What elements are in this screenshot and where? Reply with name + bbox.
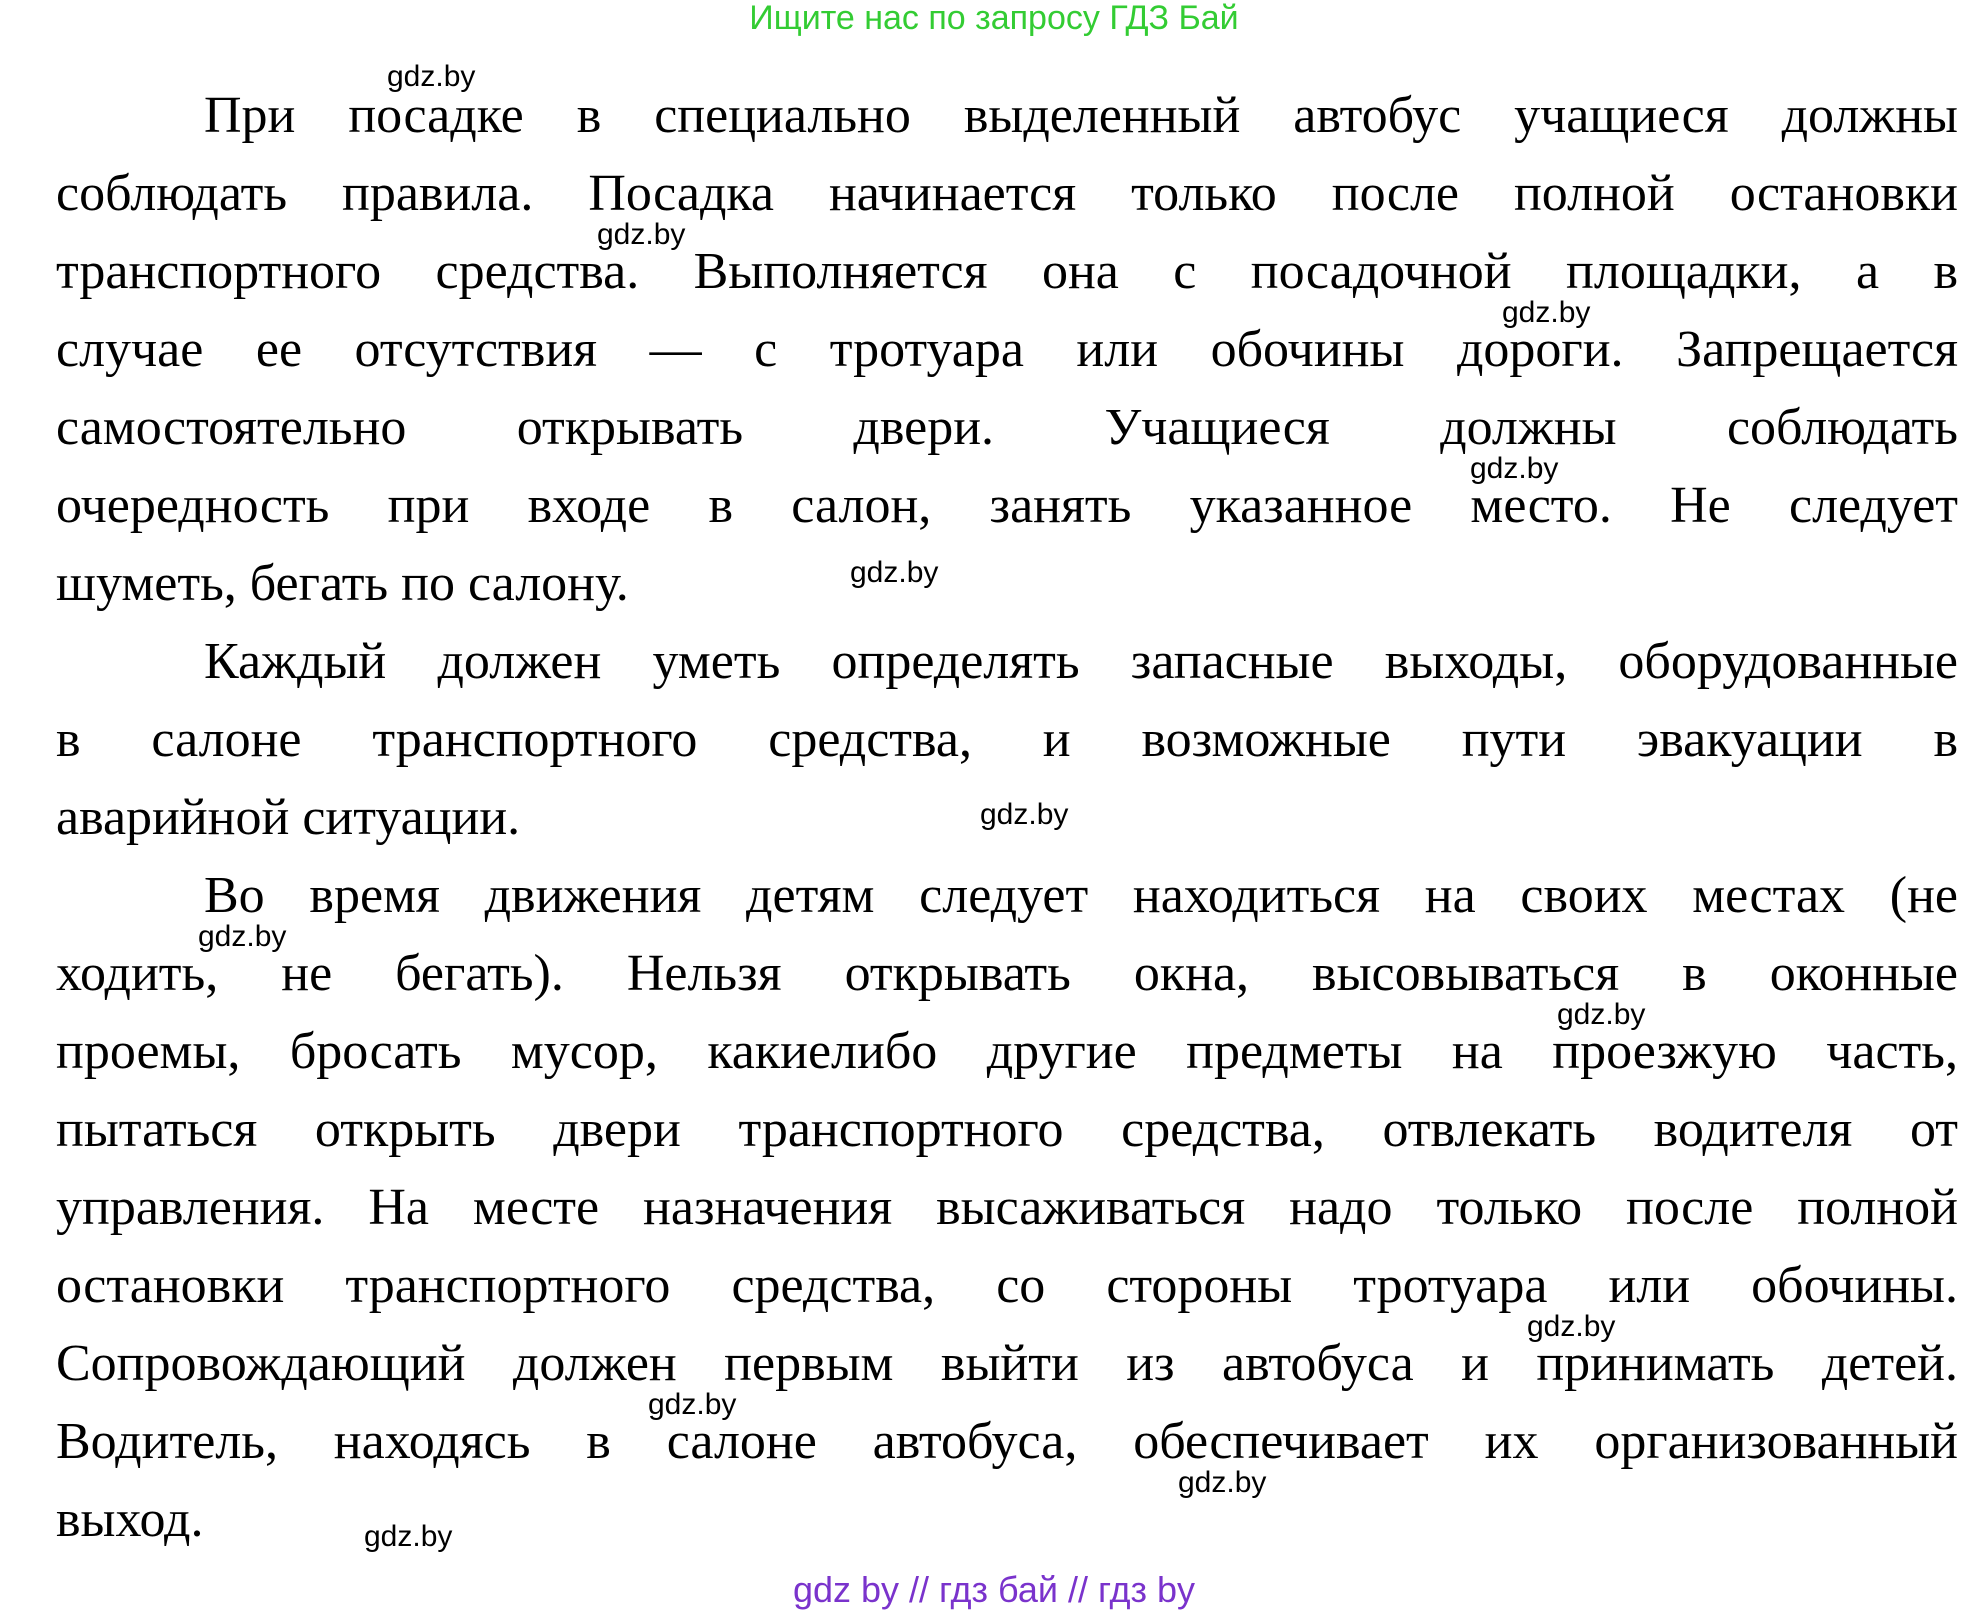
paragraph-3-line-5: управления. На месте назначения высаживаться надо только после полной	[56, 1179, 1958, 1236]
watermark: gdz.by	[850, 556, 939, 589]
watermark: gdz.by	[198, 920, 287, 953]
paragraph-1-line-7: шуметь, бегать по салону.	[56, 555, 629, 612]
paragraph-3-line-4: пытаться открыть двери транспортного средства, отвлекать водителя от	[56, 1101, 1958, 1158]
paragraph-3-line-1: Во время движения детям следует находиться на своих местах (не	[204, 867, 1958, 924]
site-search-hint[interactable]: Ищите нас по запросу ГДЗ Бай	[749, 0, 1239, 37]
paragraph-3-line-2: ходить, не бегать). Нельзя открывать окна, высовываться в оконные	[56, 945, 1958, 1002]
paragraph-1-line-6: очередность при входе в салон, занять указанное место. Не следует	[56, 477, 1958, 534]
watermark: gdz.by	[1470, 452, 1559, 485]
paragraph-1-line-3: транспортного средства. Выполняется она с посадочной площадки, а в	[56, 243, 1958, 300]
paragraph-1-line-5: самостоятельно открывать двери. Учащиеся должны соблюдать	[56, 399, 1958, 456]
paragraph-3-line-6: остановки транспортного средства, со стороны тротуара или обочины.	[56, 1257, 1958, 1314]
paragraph-3-line-3: проемы, бросать мусор, какиелибо другие предметы на проезжую часть,	[56, 1023, 1958, 1080]
watermark: gdz.by	[1557, 998, 1646, 1031]
paragraph-2-line-1: Каждый должен уметь определять запасные выходы, оборудованные	[204, 633, 1958, 690]
paragraph-3-line-9: выход.	[56, 1491, 204, 1548]
watermark: gdz.by	[1502, 296, 1591, 329]
watermark: gdz.by	[597, 218, 686, 251]
paragraph-1-line-4: случае ее отсутствия — с тротуара или обочины дороги. Запрещается	[56, 321, 1958, 378]
paragraph-2-line-3: аварийной ситуации.	[56, 789, 521, 846]
footer-site-links[interactable]: gdz by // гдз бай // гдз by	[792, 1569, 1196, 1610]
paragraph-2-line-2: в салоне транспортного средства, и возможные пути эвакуации в	[56, 711, 1958, 768]
watermark: gdz.by	[364, 1520, 453, 1553]
watermark: gdz.by	[648, 1388, 737, 1421]
paragraph-1-line-1: При посадке в специально выделенный автобус учащиеся должны	[204, 87, 1958, 144]
watermark: gdz.by	[1527, 1310, 1616, 1343]
watermark: gdz.by	[1178, 1466, 1267, 1499]
watermark: gdz.by	[980, 798, 1069, 831]
watermark: gdz.by	[387, 60, 476, 93]
paragraph-3-line-8: Водитель, находясь в салоне автобуса, обеспечивает их организованный	[56, 1413, 1958, 1470]
paragraph-3-line-7: Сопровождающий должен первым выйти из автобуса и принимать детей.	[56, 1335, 1958, 1392]
paragraph-1-line-2: соблюдать правила. Посадка начинается только после полной остановки	[56, 165, 1958, 222]
